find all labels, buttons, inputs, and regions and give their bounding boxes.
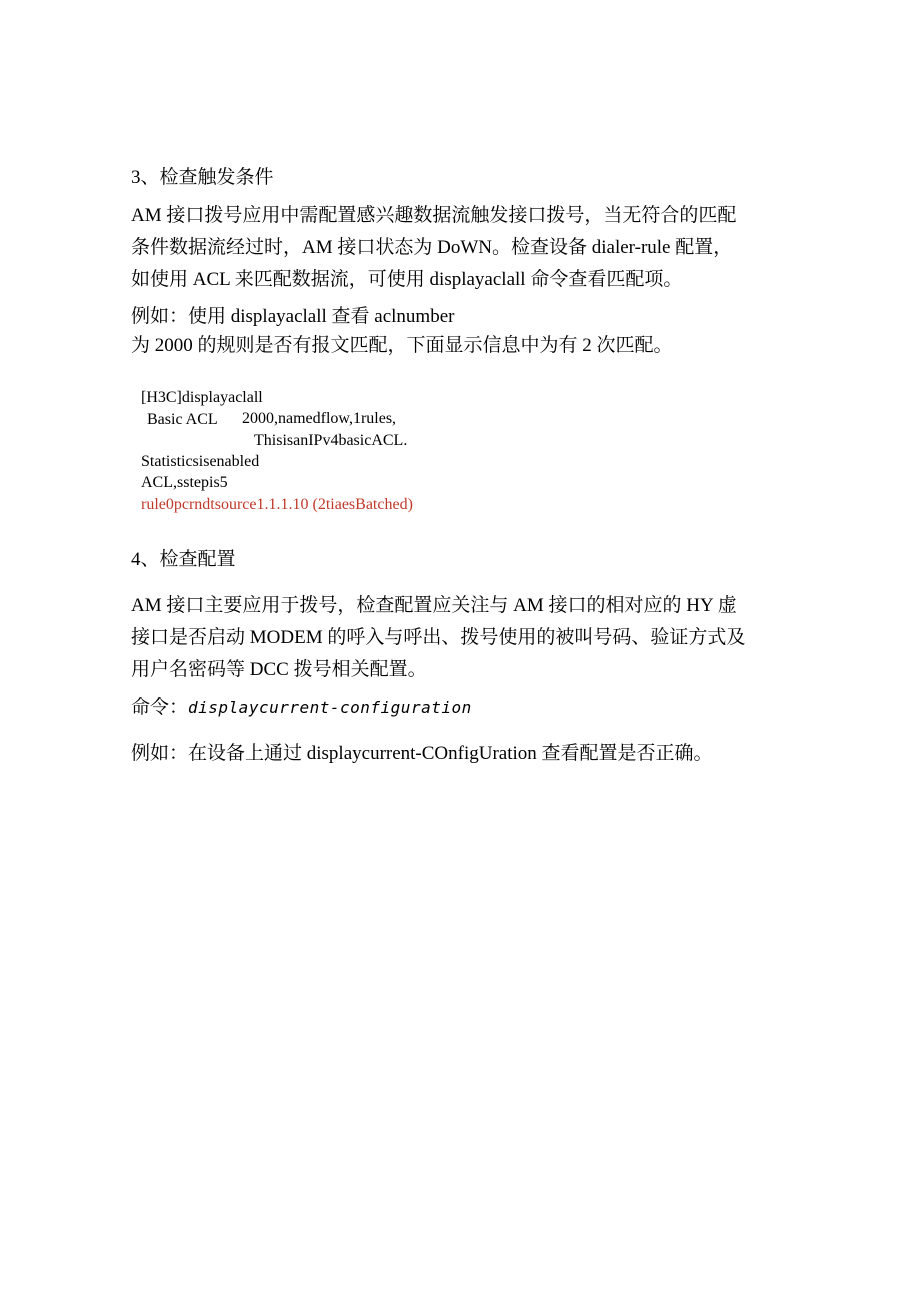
paragraph-line: 接口是否启动 MODEM 的呼入与呼出、拨号使用的被叫号码、验证方式及: [131, 627, 746, 648]
paragraph-line: 用户名密码等 DCC 拨号相关配置。: [131, 659, 427, 680]
code-line-1: [H3C]displayaclall: [141, 389, 263, 406]
command-value: displaycurrent-configuration: [188, 698, 472, 717]
section-3-example: [131, 302, 673, 360]
command-line: [131, 692, 472, 724]
section-4-example: 例如：在设备上通过 displaycurrent-COnfigUration 查看配置是否正确。: [131, 743, 713, 764]
section-4-paragraph: [131, 590, 745, 686]
section-4-heading: 4、检查配置: [131, 549, 236, 570]
code-line-3: ThisisanIPv4basicACL.: [254, 432, 408, 449]
paragraph-line: AM 接口主要应用于拨号，检查配置应关注与 AM 接口的相对应的 HY 虚: [131, 595, 737, 616]
section-3-heading: 3、检查触发条件: [131, 167, 274, 188]
code-line-2-label: Basic ACL: [147, 411, 218, 428]
paragraph-line: 如使用 ACL 来匹配数据流，可使用 displayaclall 命令查看匹配项。: [131, 269, 683, 290]
example-line: 为 2000 的规则是否有报文匹配，下面显示信息中为有 2 次匹配。: [131, 335, 673, 356]
code-line-2-value: 2000,namedflow,1rules,: [242, 410, 397, 427]
command-label: 命令：: [131, 697, 189, 718]
section-3-paragraph: [131, 200, 736, 296]
example-line: 例如：使用 displayaclall 查看 aclnumber: [131, 306, 455, 327]
code-line-6-highlight: rule0pcrndtsource1.1.1.10 (2tiaesBatched): [141, 496, 413, 513]
code-line-4: Statisticsisenabled: [141, 453, 260, 470]
code-line-5: ACL,sstepis5: [141, 474, 228, 491]
paragraph-line: 条件数据流经过时，AM 接口状态为 DoWN。检查设备 dialer-rule 配置，: [131, 237, 733, 258]
paragraph-line: AM 接口拨号应用中需配置感兴趣数据流触发接口拨号，当无符合的匹配: [131, 205, 737, 226]
